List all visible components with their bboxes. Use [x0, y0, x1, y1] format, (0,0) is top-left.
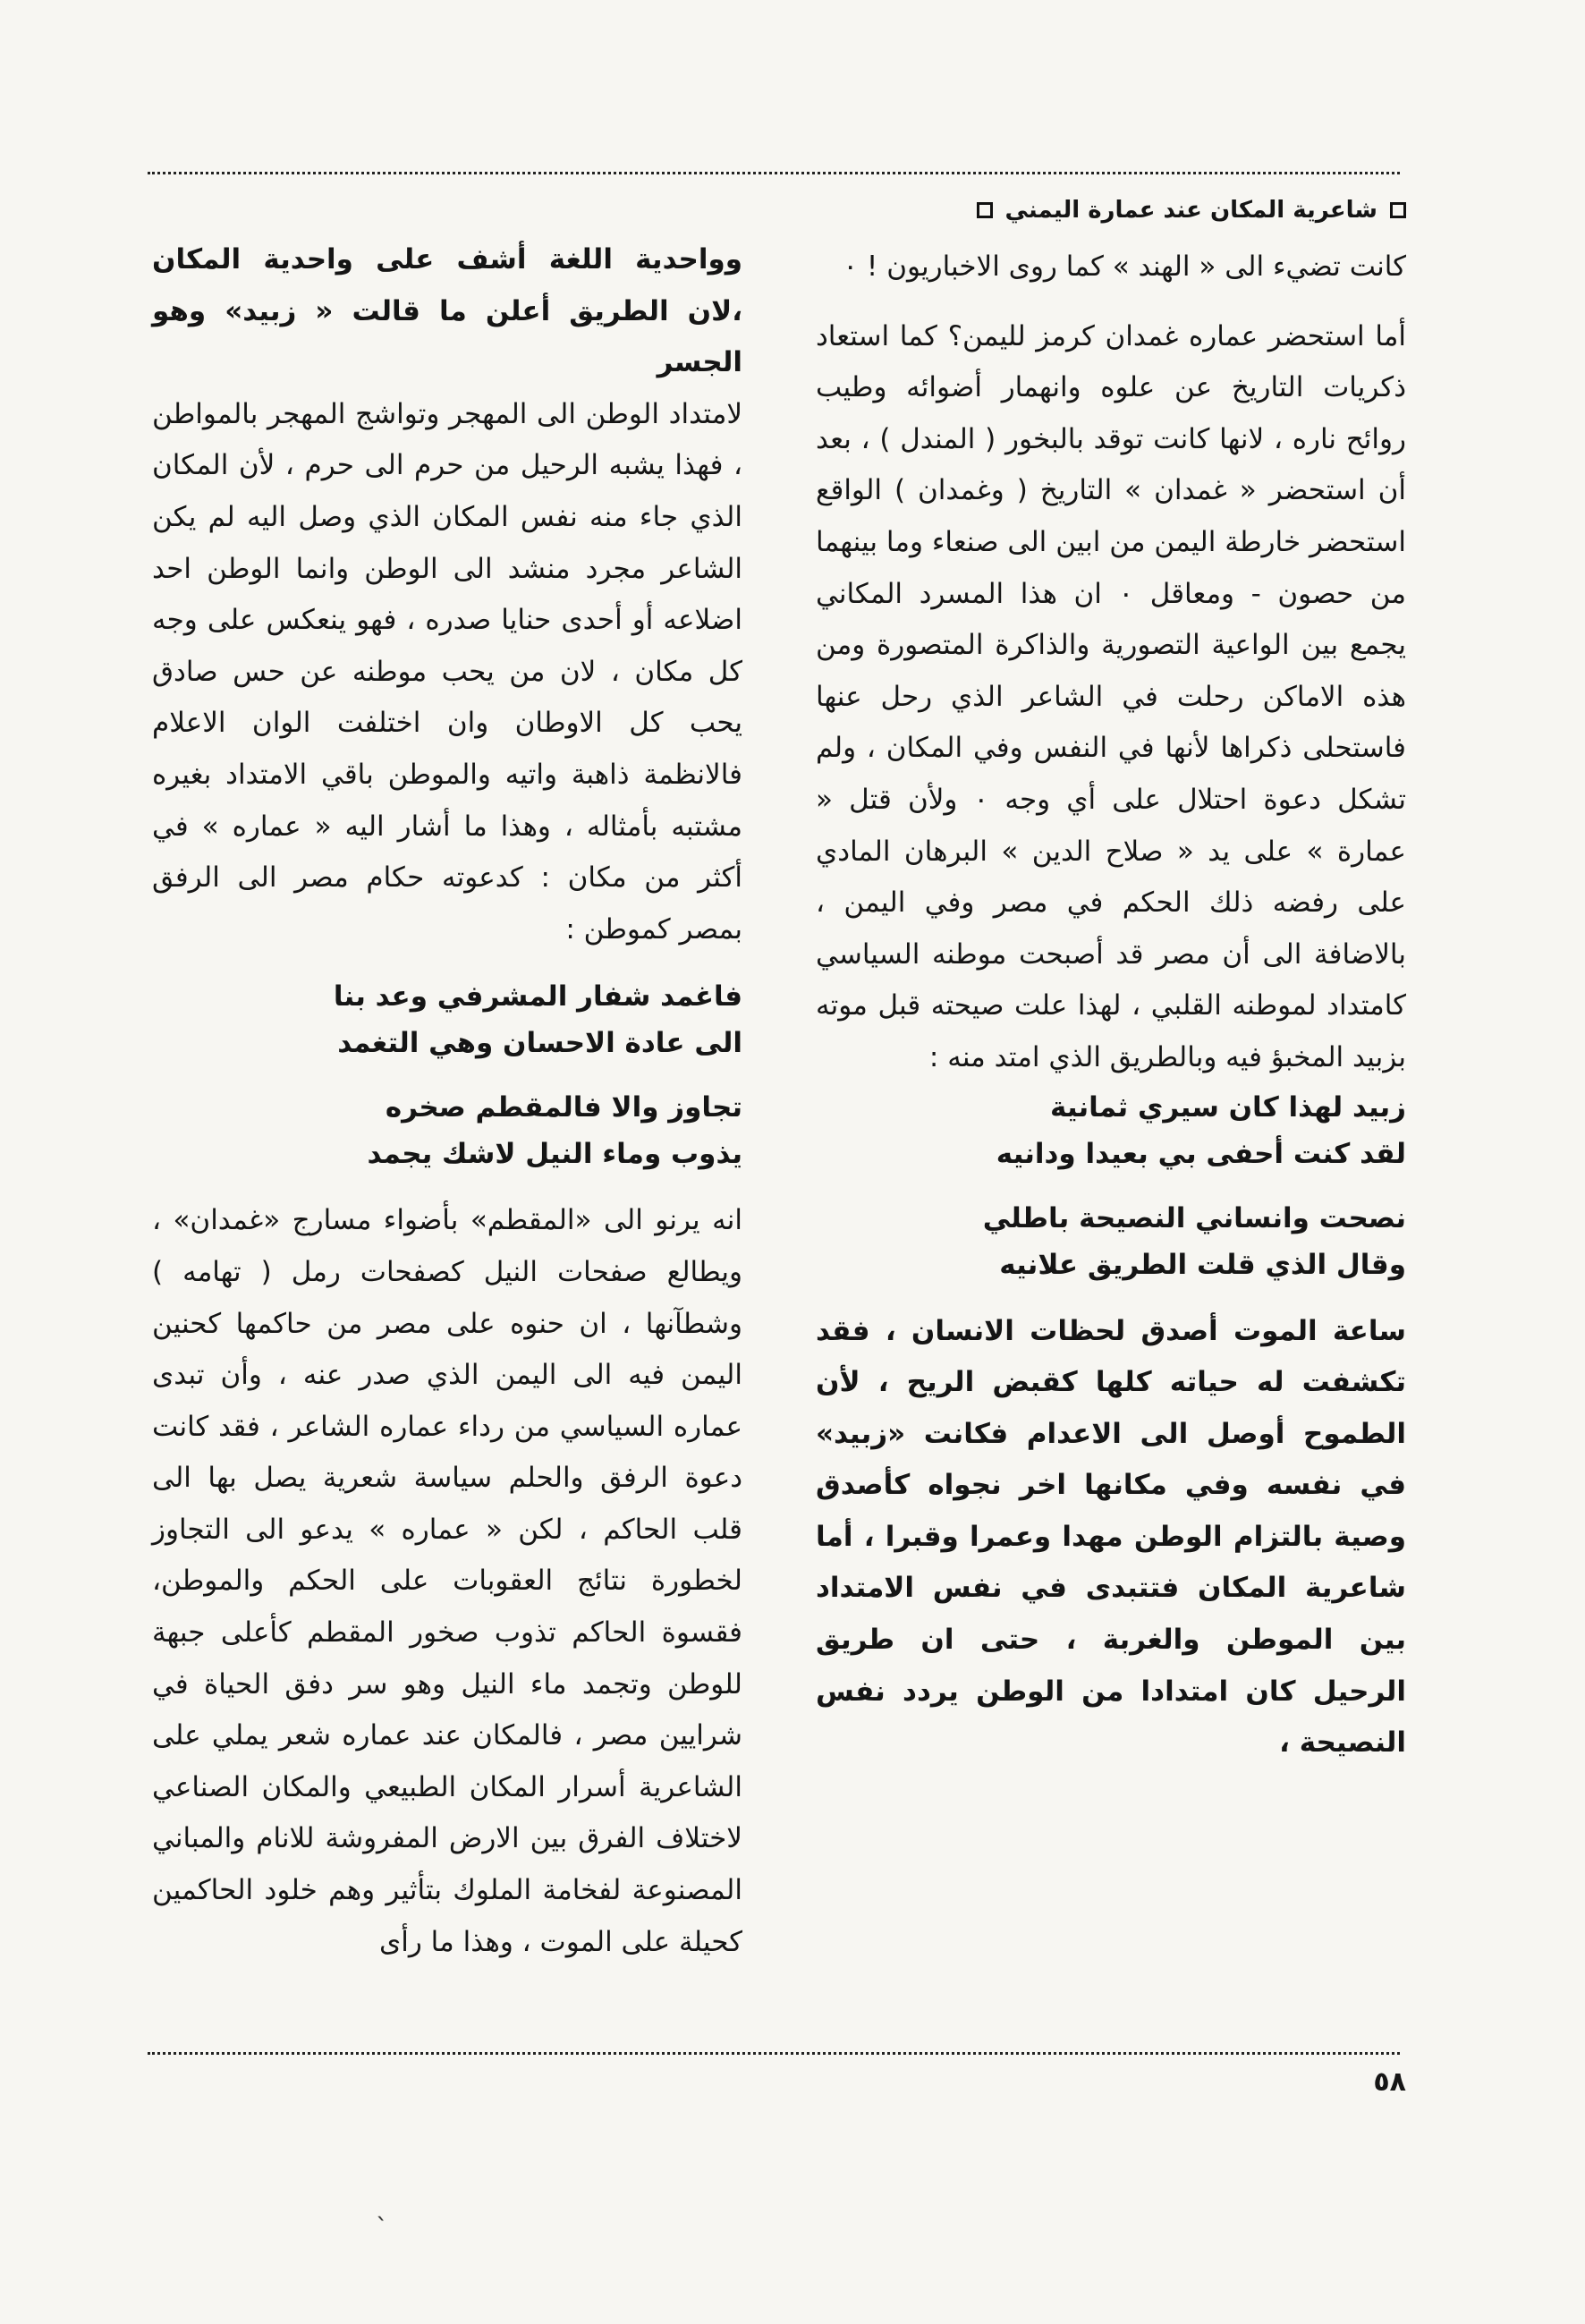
left-text-column: [152, 234, 742, 1968]
verse-line: نصحت وانساني النصيحة باطلي: [982, 1201, 1406, 1234]
poem-verse: [816, 1084, 1406, 1177]
verse-line: زبيد لهذا كان سيري ثمانية: [1050, 1090, 1406, 1124]
page-number: ٥٨: [1373, 2066, 1406, 2098]
verse-line: الى عادة الاحسان وهي التغمد: [337, 1027, 742, 1060]
poem-verse: [152, 1084, 742, 1177]
running-title: شاعرية المكان عند عمارة اليمني: [1004, 197, 1377, 224]
verse-line: فاغمد شفار المشرفي وعد بنا: [333, 980, 742, 1014]
square-bullet-icon: [1390, 202, 1406, 218]
right-text-column: [816, 242, 1406, 1769]
stray-mark: ˎ: [376, 2192, 388, 2221]
poem-verse: [816, 1195, 1406, 1288]
poem-verse: [152, 973, 742, 1066]
verse-line: يذوب وماء النيل لاشك يجمد: [367, 1138, 742, 1171]
left-opening-paragraph: لامتداد الوطن الى المهجر وتواشج المهجر بالمواطن ، فهذا يشبه الرحيل من حرم الى حرم ، لأن المكان الذي جاء منه نفس المكان الذي وصل اليه لم يكن الشاعر مجرد منشد الى الوطن وانما الوطن احد اضلاعه أو أحدى حنايا صدره ، فهو ينعكس على وجه كل مكان ، لان من يحب موطنه عن حس صادق يحب كل الاوطان وان اختلفت الوان الاعلام فالانظمة ذاهبة واتيه والموطن باقي الامتداد بغيره مشتبه بأمثاله ، وهذا ما أشار اليه « عماره » في أكثر من مكان : كدعوته حكام مصر الى الرفق بمصر كموطن :: [152, 397, 742, 946]
running-header: [977, 197, 1406, 224]
square-bullet-icon: [977, 202, 993, 218]
left-closing-paragraph: انه يرنو الى «المقطم» بأضواء مسارج «غمدان» ، ويطالع صفحات النيل كصفحات رمل ( تهامه ) وشطآنها ، ان حنوه على مصر من حاكمها كحنين اليمن فيه الى اليمن الذي صدر عنه ، وأن تبدى عماره السياسي من رداء عماره الشاعر ، فقد كانت دعوة الرفق والحلم سياسة شعرية يصل بها الى قلب الحاكم ، لكن « عماره » يدعو الى التجاوز لخطورة نتائج العقوبات على الحكم والموطن، فقسوة الحاكم تذوب صخور المقطم كأعلى جبهة للوطن وتجمد ماء النيل وهو سر دفق الحياة في شرايين مصر ، فالمكان عند عماره شعر يملي على الشاعرية أسرار المكان الطبيعي والمكان الصناعي لاختلاف الفرق بين الارض المفروشة للانام والمباني المصنوعة لفخامة الملوك بتأثير وهم خلود الحاكمين كحيلة على الموت ، وهذا ما رأى: [152, 1204, 742, 1958]
bottom-dotted-rule: [148, 2052, 1400, 2055]
verse-line: وقال الذي قلت الطريق علانيه: [999, 1248, 1406, 1281]
verse-line: تجاوز والا فالمقطم صخره: [385, 1091, 742, 1124]
top-dotted-rule: [148, 172, 1400, 174]
right-paragraph-2: أما استحضر عماره غمدان كرمز لليمن؟ كما استعاد ذكريات التاريخ عن علوه وانهمار أضوائه وطيب روائح ناره ، لانها كانت توقد بالبخور ( المندل ) ، بعد أن استحضر « غمدان » التاريخ ( وغمدان ) الواقع استحضر خارطة اليمن من ابين الى صنعاء وما بينهما من حصون - ومعاقل ٠ ان هذا المسرد المكاني يجمع بين الواعية التصورية والذاكرة المتصورة ومن هذه الاماكن رحلت في الشاعر الذي رحل عنها فاستحلى ذكراها لأنها في النفس وفي المكان ، ولم تشكل دعوة احتلال على أي وجه ٠ ولأن قتل « عمارة » على يد « صلاح الدين » البرهان المادي على رفضه ذلك الحكم في مصر وفي اليمن ، بالاضافة الى أن مصر قد أصبحت موطنه السياسي كامتداد لموطنه القلبي ، لهذا علت صيحته قبل موته بزبيد المخبؤ فيه وبالطريق الذي امتد منه :: [816, 319, 1406, 1073]
right-paragraph-1: كانت تضيء الى « الهند » كما روى الاخباريون ! ٠: [843, 250, 1406, 283]
right-closing-paragraph: ساعة الموت أصدق لحظات الانسان ، فقد تكشفت له حياته كلها كقبض الريح ، لأن الطموح أوصل الى الاعدام فكانت «زبيد» في نفسه وفي مكانها اخر نجواه كأصدق وصية بالتزام الوطن مهدا وعمرا وقبرا ، أما شاعرية المكان فتتبدى في نفس الامتداد بين الموطن والغربة ، حتى ان طريق الرحيل كان امتدادا من الوطن يردد نفس النصيحة ،: [816, 1314, 1406, 1760]
left-opening-bold: وواحدية اللغة أشف على واحدية المكان ،لان الطريق أعلن ما قالت « زبيد» وهو الجسر: [152, 243, 742, 379]
verse-line: لقد كنت أحفى بي بعيدا ودانيه: [996, 1137, 1406, 1170]
